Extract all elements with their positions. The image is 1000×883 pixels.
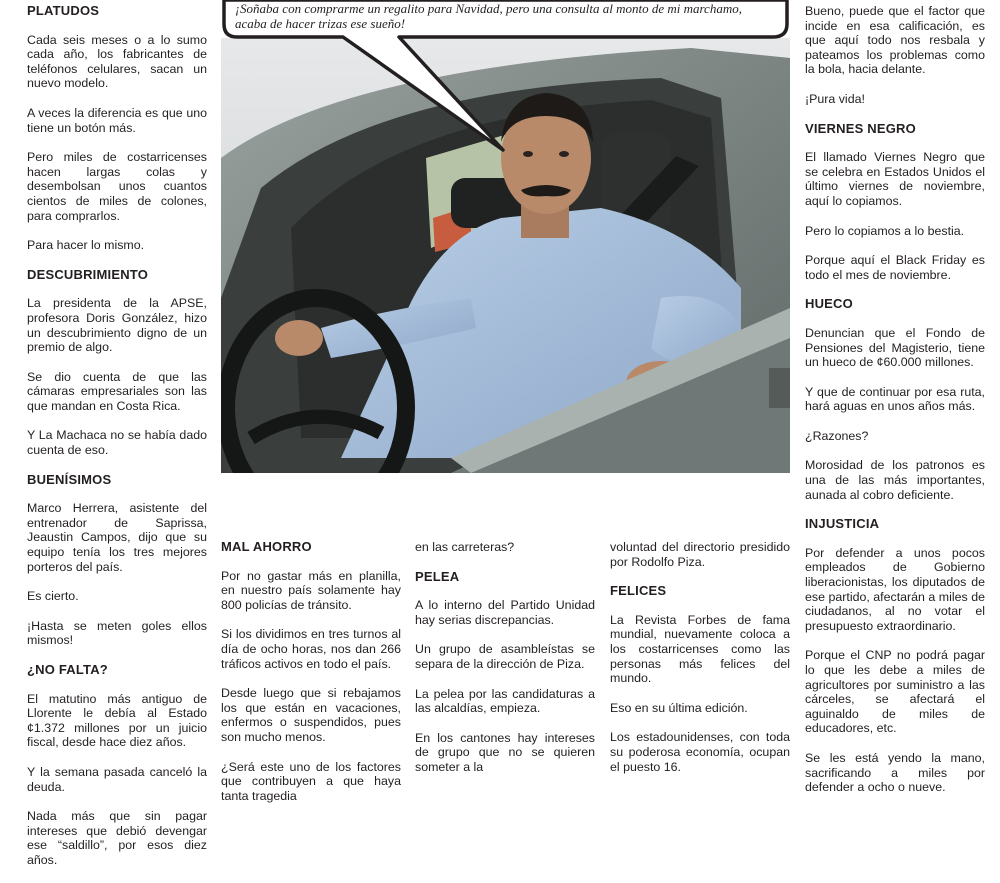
- speech-bubble-text: ¡Soñaba con comprarme un regalito para Navidad, pero una consulta al monto de mi marchamo, acaba de hacer trizas ese sueño!: [235, 1, 742, 31]
- paragraph: en las carreteras?: [415, 540, 515, 554]
- paragraph: ¡Pura vida!: [805, 91, 865, 106]
- paragraph: ¿Será este uno de los factores que contribuyen a que haya tanta tragedia: [221, 759, 401, 803]
- column-3: [415, 540, 595, 790]
- paragraph: Marco Herrera, asistente del entrenador de Saprissa, Jeaustin Campos, dijo que su equipo tenía los tres mejores porteros del país.: [27, 501, 207, 574]
- section-heading: ¿NO FALTA?: [27, 662, 108, 677]
- paragraph: Los estadounidenses, con toda su poderosa economía, ocupan el puesto 16.: [610, 730, 790, 774]
- paragraph: Bueno, puede que el factor que incide en esa calificación, es que aquí todo nos resbala y pateamos los problemas como la bola, hacia delante.: [805, 4, 985, 77]
- paragraph: Se les está yendo la mano, sacrificando a miles por defender a ocho o nueve.: [805, 750, 985, 795]
- paragraph: Porque el CNP no podrá pagar lo que les debe a miles de agricultores por suministro a las cárceles, se afectará el aguinaldo de miles de educadores, etc.: [805, 648, 985, 736]
- section-heading: FELICES: [610, 583, 667, 599]
- paragraph: Denuncian que el Fondo de Pensiones del Magisterio, tiene un hueco de ¢60.000 millones.: [805, 325, 985, 370]
- paragraph: Pero lo copiamos a lo bestia.: [805, 223, 965, 238]
- paragraph: ¡Hasta se meten goles ellos mismos!: [27, 618, 207, 648]
- paragraph: Si los dividimos en tres turnos al día de ocho horas, nos dan 266 tráficos activos en todo el país.: [221, 627, 401, 671]
- paragraph: Cada seis meses o a lo sumo cada año, los fabricantes de teléfonos celulares, sacan un nuevo modelo.: [27, 32, 207, 91]
- paragraph: A veces la diferencia es que uno tiene un botón más.: [27, 105, 207, 135]
- paragraph: Y La Machaca no se había dado cuenta de eso.: [27, 428, 207, 458]
- paragraph: Nada más que sin pagar intereses que debió devengar ese “saldillo”, por esos diez años.: [27, 809, 207, 867]
- paragraph: Un grupo de asambleístas se separa de la dirección de Piza.: [415, 642, 595, 671]
- column-5: [805, 4, 985, 810]
- paragraph: Y que de continuar por esa ruta, hará aguas en unos años más.: [805, 384, 985, 414]
- paragraph: La Revista Forbes de fama mundial, nuevamente coloca a los costarricenses como las personas más felices del mundo.: [610, 612, 790, 686]
- paragraph: El llamado Viernes Negro que se celebra en Estados Unidos el último viernes de noviembre, aquí lo copiamos.: [805, 150, 985, 208]
- paragraph: La presidenta de la APSE, profesora Doris González, hizo un descubrimiento digno de un premio de algo.: [27, 296, 207, 355]
- section-heading: PLATUDOS: [27, 3, 100, 18]
- section-heading: VIERNES NEGRO: [805, 120, 916, 136]
- paragraph: Pero miles de costarricenses hacen largas colas y desembolsan unos cuantos cientos de miles de colones, para comprarlos.: [27, 150, 207, 223]
- paragraph: ¿Razones?: [805, 428, 869, 443]
- paragraph: Porque aquí el Black Friday es todo el mes de noviembre.: [805, 253, 985, 282]
- section-heading: HUECO: [805, 296, 853, 312]
- paragraph: Para hacer lo mismo.: [27, 238, 145, 253]
- paragraph: Es cierto.: [27, 589, 79, 604]
- paragraph: voluntad del directorio presidido por Rodolfo Piza.: [610, 540, 790, 569]
- paragraph: En los cantones hay intereses de grupo que no se quieren someter a la: [415, 730, 595, 774]
- paragraph: Y la semana pasada canceló la deuda.: [27, 764, 207, 794]
- column-1: [27, 4, 207, 883]
- section-heading: INJUSTICIA: [805, 516, 880, 532]
- paragraph: El matutino más antiguo de Llorente le debía al Estado ¢1.372 millones por un juicio fiscal, desde hace diez años.: [27, 691, 207, 750]
- paragraph: Por no gastar más en planilla, en nuestro país solamente hay 800 policías de tránsito.: [221, 568, 401, 612]
- paragraph: Eso en su última edición.: [610, 700, 748, 715]
- paragraph: A lo interno del Partido Unidad hay serias discrepancias.: [415, 598, 595, 627]
- paragraph: Se dio cuenta de que las cámaras empresariales son las que mandan en Costa Rica.: [27, 369, 207, 413]
- section-heading: MAL AHORRO: [221, 539, 312, 554]
- column-4: [610, 540, 790, 789]
- paragraph: Morosidad de los patronos es una de las más importantes, aunada al cobro deficiente.: [805, 458, 985, 502]
- paragraph: Por defender a unos pocos empleados de Gobierno liberacionistas, los diputados de ese partido, afectarán a miles de ciudadanos, al no votar el presupuesto extraordinario.: [805, 545, 985, 633]
- paragraph: Desde luego que si rebajamos los que están en vacaciones, enfermos o suspendidos, pues son mucho menos.: [221, 686, 401, 744]
- column-2: [221, 540, 401, 818]
- section-heading: BUENÍSIMOS: [27, 471, 112, 487]
- section-heading: PELEA: [415, 568, 460, 584]
- speech-bubble: [221, 0, 790, 38]
- paragraph: La pelea por las candidaturas a las alcaldías, empieza.: [415, 686, 595, 716]
- section-heading: DESCUBRIMIENTO: [27, 266, 149, 282]
